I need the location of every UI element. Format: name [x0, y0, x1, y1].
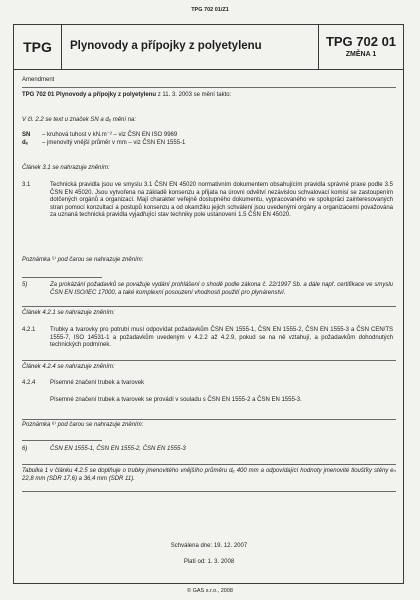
sec3-text: Za prokázání požadavků se považuje vydání prohlášení o shodě podle zákona č. 22/1997 Sb. a dále např. certifikace ve smyslu ČSN EN ISO/IEC 17000, a také komplexní posouzení vhodnosti použití pro plynárenství. — [50, 282, 393, 296]
sec2-text: Technická pravidla jsou ve smyslu 3.1 ČSN EN 45020 normativním dokumentem obsahujícím pravidla správné praxe podle 3.5 ČSN EN 45020. Jsou vytvořena na základě konsenzu a přijata na úrovni odvětví nezávislou schvalovací komisí se zastoupením dotčených orgánů a organizací. Mají charakter veřejně dostupného dokumentu, vypracovaného ve spolupráci zainteresovaných stran pomocí konzultací a postupů konsenzu a od okamžiku jejich schválení jsou uvedenými orgány a organizacemi považována za uznaná technická pravidla vyjadřující stav techniky pole ustanovení 1.5 ČSN EN 45020. — [50, 182, 393, 219]
amendment-label: Amendment — [22, 77, 55, 83]
approval-date: Schválena dne: 19. 12. 2007 — [170, 543, 248, 549]
intro-rest: z 11. 3. 2003 se mění takto: — [156, 92, 232, 98]
sn-symbol: SN — [22, 132, 31, 138]
sec7-text: Tabulka 1 v článku 4.2.5 se doplňuje o trubky jmenovitého vnějšího průměru dₑ 400 mm a odpovídající hodnoty jmenovité tloušťky stěny eₙ 22,8 mm (SDR 17,6) a 36,4 mm (SDR 11). — [22, 468, 396, 482]
intro-line — [22, 92, 231, 100]
divider — [22, 419, 396, 420]
sec3-lead: Poznámka ⁵⁾ pod čarou se nahrazuje zněním: — [22, 257, 144, 263]
sec4-text: Trubky a tvarovky pro potrubí musí odpovídat požadavkům ČSN EN 1555-1, ČSN EN 1555-2, ČSN EN 1555-3 a ČSN CEN/TS 1555-7, ISO 14531-1 a požadavkům uvedeným v 4.2.2 až 4.2.9, pokud se na ně vztahují, a požadavkům dohodnutých technických podmínek. — [50, 327, 393, 349]
de-symbol: dₑ — [22, 140, 28, 146]
header-title: Plynovody a přípojky z polyetylenu — [70, 40, 262, 52]
sec6-number: 6) — [22, 446, 28, 452]
sec6-text: ČSN EN 1555-1, ČSN EN 1555-2, ČSN EN 1555-3 — [50, 446, 186, 452]
sec6-lead: Poznámka ⁶⁾ pod čarou se nahrazuje zněním: — [22, 422, 144, 428]
header-code: TPG 702 01 — [325, 34, 397, 49]
divider — [22, 87, 396, 88]
sec5-lead: Článek 4.2.4 se nahrazuje zněním: — [22, 364, 115, 370]
sn-text: – kruhová tuhost v kN.m⁻² – viz ČSN EN ISO 9969 — [42, 132, 178, 138]
intro-bold: TPG 702 01 Plynovody a přípojky z polyetylenu — [22, 92, 157, 98]
sec2-number: 3.1 — [22, 182, 31, 188]
sec4-lead: Článek 4.2.1 se nahrazuje zněním: — [22, 310, 115, 316]
footnote-line — [22, 440, 102, 441]
page-frame — [13, 24, 404, 584]
footnote-line — [22, 277, 102, 278]
sec5-heading: Písemné značení trubek a tvarovek — [50, 380, 145, 386]
divider — [22, 491, 396, 492]
divider — [22, 306, 396, 307]
divider — [22, 360, 396, 361]
sec1-lead: V čl. 2.2 se text u značek SN a dₑ mění na: — [22, 117, 137, 123]
document-code-top: TPG 702 01/Z1 — [191, 7, 229, 13]
document-header — [14, 25, 403, 70]
de-text: – jmenovitý vnější průměr v mm – viz ČSN EN 1555-1 — [42, 140, 186, 146]
sec5-text: Písemné značení trubek a tvarovek se provádí v souladu s ČSN EN 1555-2 a ČSN EN 1555-3. — [50, 397, 302, 403]
sec5-number: 4.2.4 — [22, 380, 36, 386]
header-code-box — [318, 25, 403, 69]
header-amendment: ZMĚNA 1 — [345, 51, 377, 58]
copyright-footer: © GAS s.r.o., 2008 — [187, 588, 233, 594]
sec3-number: 5) — [22, 282, 28, 288]
sec4-number: 4.2.1 — [22, 327, 36, 333]
sec2-lead: Článek 3.1 se nahrazuje zněním: — [22, 165, 110, 171]
divider — [22, 464, 396, 465]
header-series: TPG — [14, 25, 62, 69]
valid-from-date: Platí od: 1. 3. 2008 — [183, 559, 235, 565]
